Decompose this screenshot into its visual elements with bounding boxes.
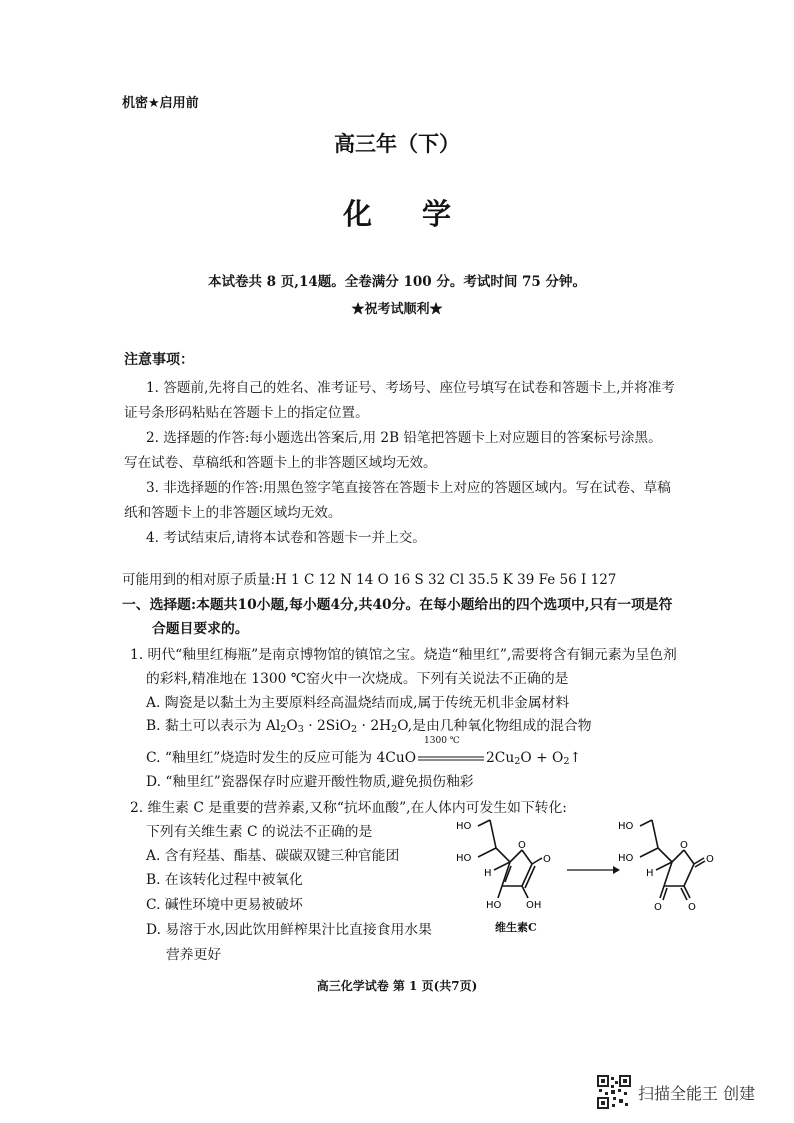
subject-title: 化 学 [342,197,472,231]
q2-option-c: C. 碱性环境中更易被破坏 [146,897,303,913]
notes-line-6: 纸和答题卡上的非答题区域均无效。 [124,505,342,521]
atomic-masses: 可能用到的相对原子质量:H 1 C 12 N 14 O 16 S 32 Cl 35.5 K 39 Fe 56 I 127 [122,572,617,588]
q1-option-c: C. “釉里红”烧造时发生的反应可能为 4CuO 1300 ℃ $2Cu_2O$ + $O_2↑$ [146,736,582,767]
confidential-mark: 机密★启用前 [122,96,199,111]
atom-label: HO [486,900,502,911]
page-footer: 高三化学试卷 第 1 页(共7页) [316,979,478,993]
atom-label: HO [456,853,472,864]
notes-line-4: 写在试卷、草稿纸和答题卡上的非答题区域均无效。 [124,455,437,471]
reaction-arrow [418,754,484,764]
atom-label: HO [456,821,472,832]
reaction-condition: 1300 ℃ [424,736,460,746]
q1-stem-line-2: 的彩料,精准地在 1300 ℃窑火中一次烧成。下列有关说法不正确的是 [146,671,569,687]
q2-stem: 2. 维生素 C 是重要的营养素,又称“抗坏血酸”,在人体内可发生如下转化: [130,800,567,816]
q1-stem-line-1: 1. 明代“釉里红梅瓶”是南京博物馆的镇馆之宝。烧造“釉里红”,需要将含有铜元素为呈色剂 [130,647,677,663]
notes-line-1: 1. 答题前,先将自己的姓名、准考证号、考场号、座位号填写在试卷和答题卡上,并将准考 [146,380,675,396]
qr-code-icon [597,1075,631,1109]
atom-label: HO [618,821,634,832]
exam-title: 高三年（下） [334,132,460,156]
vitamin-c-structure [450,812,570,917]
notes-heading: 注意事项： [124,352,194,368]
q2-option-b: B. 在该转化过程中被氧化 [146,872,303,888]
atom-label: O [518,840,526,851]
section-1-heading-cont: 合题目要求的。 [152,621,249,637]
q1-option-b: B. 黏土可以表示为 $Al_2O_3 \cdot 2SiO_2 \cdot 2H_2O$,是由几种氧化物组成的混合物 [146,718,592,735]
exam-info: 本试卷共 8 页,14题。全卷满分 100 分。考试时间 75 分钟。 [207,274,587,290]
atom-label: O [543,854,551,865]
atom-label: HO [618,853,634,864]
atom-label: O [654,902,662,913]
scanner-watermark: 扫描全能王 创建 [638,1084,756,1103]
notes-line-3: 2. 选择题的作答:每小题选出答案后,用 2B 铅笔把答题卡上对应题目的答案标号涂黑。 [146,430,662,446]
q2-option-a: A. 含有羟基、酯基、碳碳双键三种官能团 [146,848,400,864]
notes-line-2: 证号条形码粘贴在答题卡上的指定位置。 [124,405,369,421]
atom-label: H [646,868,654,879]
q2-prompt: 下列有关维生素 C 的说法不正确的是 [146,824,373,840]
q2-option-d: D. 易溶于水,因此饮用鲜榨果汁比直接食用水果 [146,922,432,938]
notes-line-5: 3. 非选择题的作答:用黑色签字笔直接答在答题卡上对应的答题区域内。写在试卷、草稿 [146,480,671,496]
atom-label: OH [526,900,542,911]
q2-option-d-cont: 营养更好 [166,947,222,963]
atom-label: O [706,854,714,865]
vitamin-c-label: 维生素C [495,921,537,934]
atom-label: O [688,902,696,913]
q1-option-d: D. “釉里红”瓷器保存时应避开酸性物质,避免损伤釉彩 [146,774,474,790]
notes-line-7: 4. 考试结束后,请将本试卷和答题卡一并上交。 [146,530,426,546]
good-luck-wish: ★祝考试顺利★ [351,302,443,317]
section-1-heading: 一、选择题:本题共10小题,每小题4分,共40分。在每小题给出的四个选项中,只有一项是符 [122,597,673,613]
dehydroascorbic-acid-structure [612,812,732,917]
q1-option-a: A. 陶瓷是以黏土为主要原料经高温烧结而成,属于传统无机非金属材料 [146,695,570,711]
atom-label: H [484,868,492,879]
atom-label: O [680,840,688,851]
